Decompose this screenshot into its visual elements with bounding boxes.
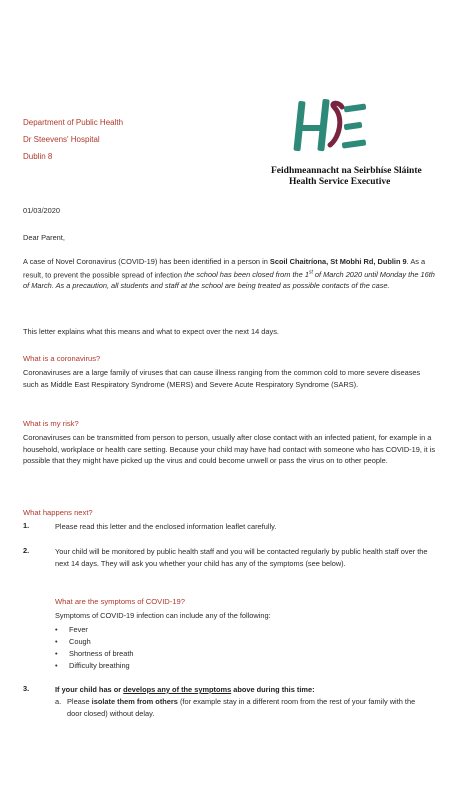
hse-english-name: Health Service Executive [289,177,391,187]
bullet-icon: • [55,637,58,646]
department-address [23,114,123,165]
hse-irish-name: Feidhmeannacht na Seirbhíse Sláinte [271,166,422,176]
step-1-text: Please read this letter and the enclosed information leaflet carefully. [55,522,277,531]
letter-date: 01/03/2020 [23,206,60,215]
step-number: 3. [23,684,30,693]
city: Dublin 8 [23,152,53,161]
sub-label: a. [55,697,62,706]
heading-what-happens-next: What happens next? [23,508,93,517]
step-number: 1. [23,521,30,530]
bullet-icon: • [55,649,58,658]
step-3-text: If your child has or develops any of the symptoms above during this time: [55,685,315,694]
list-item: • Shortness of breath [55,649,134,658]
coronavirus-paragraph: Coronaviruses are a large family of viruses that can cause illness ranging from the common cold to more severe diseases such as Middle East Respiratory Syndrome (MERS) and Severe Acute Respiratory Syndrome (SARS). [23,368,421,389]
heading-what-is-coronavirus: What is a coronavirus? [23,354,101,363]
department-name: Department of Public Health [23,118,124,127]
list-item: • Cough [55,637,91,646]
bullet-icon: • [55,625,58,634]
isolation-instruction: Please isolate them from others (for example stay in a different room from the rest of your family with the door closed) without delay. [67,697,416,718]
explanation-paragraph: This letter explains what this means and what to expect over the next 14 days. [23,327,279,336]
school-name: Scoil Chaitríona, St Mobhi Rd, Dublin 9 [269,257,407,266]
step-number: 2. [23,546,30,555]
bullet-icon: • [55,661,58,670]
list-item: • Difficulty breathing [55,661,130,670]
list-item: • Fever [55,625,88,634]
intro-paragraph: A case of Novel Coronavirus (COVID-19) has been identified in a person in Scoil Chaitríona, St Mobhi Rd, Dublin 9. As a result, to prevent the possible spread of infection the school has been closed from the 1st of March 2020 until Monday the 16th of March. As a precaution, all students and staff at the school are being treated as possible contacts of the case. [23,257,435,291]
step-2-text: Your child will be monitored by public health staff and you will be contacted regularly by public health staff over the next 14 days. They will ask you whether your child has any of the symptoms (see below). [55,547,428,568]
symptoms-list [55,624,134,672]
salutation: Dear Parent, [23,233,65,242]
symptoms-intro: Symptoms of COVID-19 infection can include any of the following: [55,611,271,620]
hospital-name: Dr Steevens' Hospital [23,135,100,144]
step-3a [55,696,427,719]
risk-paragraph: Coronaviruses can be transmitted from person to person, usually after close contact with an infected patient, for example in a household, workplace or health care setting. Because your child may have had contact with someone who has COVID-19, it is possible that they might have picked up the virus and could become unwell or pass the virus on to other people. [23,433,436,465]
heading-what-is-my-risk: What is my risk? [23,419,79,428]
heading-symptoms: What are the symptoms of COVID-19? [55,597,185,606]
closure-notice: the school has been closed from the 1st of March 2020 until Monday the 16th of March. As a precaution, all students and staff at the school are being treated as possible contacts of the case. [23,269,435,291]
hse-logo-icon [292,97,374,157]
